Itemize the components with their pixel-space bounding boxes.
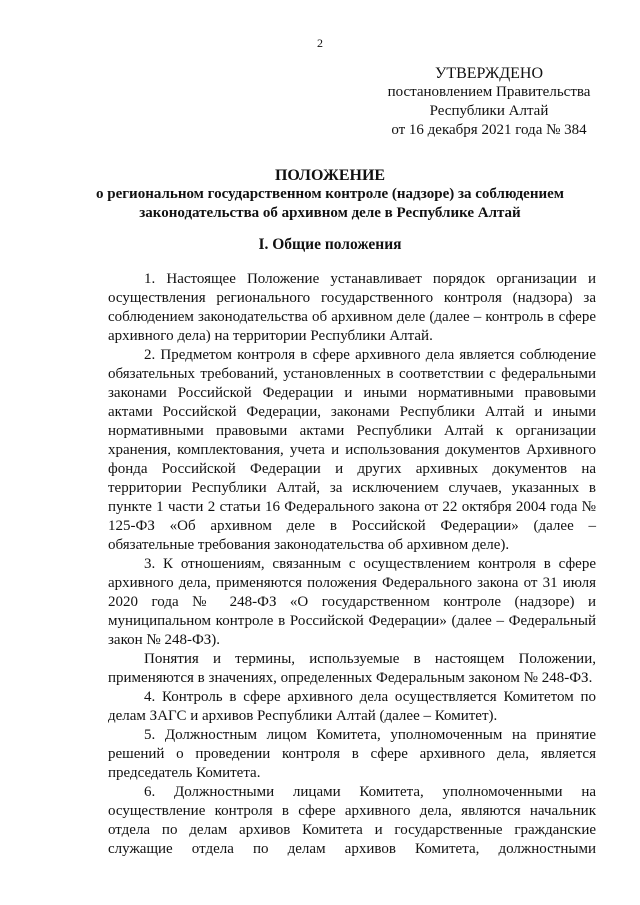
section-heading: I. Общие положения: [258, 236, 402, 253]
approval-stamp: [378, 64, 600, 140]
paragraph-1: 1. Настоящее Положение устанавливает порядок организации и осуществления регионального государственного контроля (надзора) за соблюдением законодательства об архивном деле (далее – контроль в сфере архивного дела) на территории Республики Алтай.: [108, 271, 596, 344]
paragraph-2: 2. Предметом контроля в сфере архивного дела является соблюдение обязательных требований, установленных в соответствии с федеральными законами Российской Федерации и иными нормативными правовыми актами Российской Федерации, законами Республики Алтай и иными нормативными правовыми актами Республики Алтай к организации хранения, комплектования, учета и использования документов Архивного фонда Российской Федерации и других архивных документов на территории Республики Алтай, за исключением случаев, указанных в пункте 1 части 2 статьи 16 Федерального закона от 22 октября 2004 года № 125-ФЗ «Об архивном деле в Российской Федерации» (далее – обязательные требования законодательства об архивном деле).: [108, 347, 596, 553]
document-body: [108, 270, 596, 859]
approval-line: Республики Алтай: [429, 103, 549, 119]
title-subtitle-line: законодательства об архивном деле в Республике Алтай: [139, 205, 521, 221]
approval-date-line: от 16 декабря 2021 года № 384: [391, 122, 587, 138]
approval-line: постановлением Правительства: [387, 84, 591, 100]
paragraph-3: 3. К отношениям, связанным с осуществлением контроля в сфере архивного дела, применяются положения Федерального закона от 31 июля 2020 года № 248-ФЗ «О государственном контроле (надзоре) и муниципальном контроле в Российской Федерации» (далее – Федеральный закон № 248-ФЗ).: [108, 556, 596, 648]
paragraph-6: 6. Должностными лицами Комитета, уполномоченными на осуществление контроля в сфере архивного дела, являются начальник отдела по делам архивов Комитета и государственные гражданские служащие отдела по делам архивов Комитета, должностными: [108, 784, 596, 857]
title-subtitle-line: о региональном государственном контроле (надзоре) за соблюдением: [96, 186, 564, 202]
title-main: ПОЛОЖЕНИЕ: [274, 167, 386, 184]
paragraph-5: 5. Должностным лицом Комитета, уполномоченным на принятие решений о проведении контроля в сфере архивного дела, является председатель Комитета.: [108, 727, 596, 781]
paragraph-3-terms: Понятия и термины, используемые в настоящем Положении, применяются в значениях, определенных Федеральным законом № 248-ФЗ.: [108, 651, 596, 686]
document-title: [60, 166, 600, 223]
approval-heading: УТВЕРЖДЕНО: [434, 65, 543, 82]
paragraph-4: 4. Контроль в сфере архивного дела осуществляется Комитетом по делам ЗАГС и архивов Республики Алтай (далее – Комитет).: [108, 689, 596, 724]
page-number: 2: [317, 36, 323, 50]
